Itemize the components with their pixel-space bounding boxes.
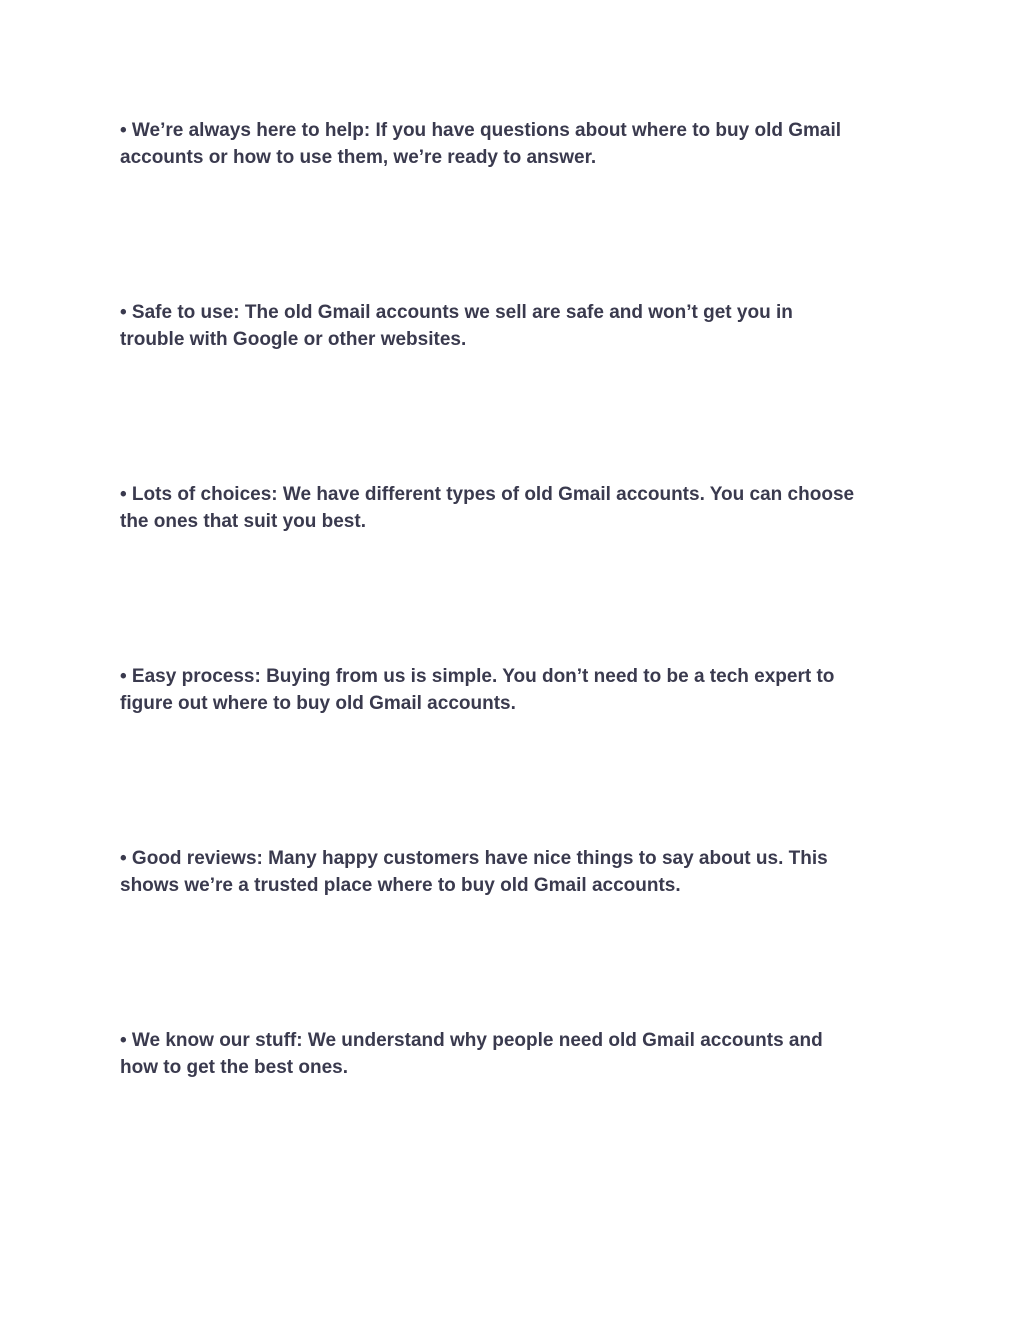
bullet-easy-process: • Easy process: Buying from us is simple. You don’t need to be a tech expert to figure out where to buy old Gmail accounts. bbox=[120, 666, 835, 714]
bullet-choices: • Lots of choices: We have different types of old Gmail accounts. You can choose the ones that suit you best. bbox=[120, 484, 855, 532]
bullet-know-stuff: • We know our stuff: We understand why people need old Gmail accounts and how to get the best ones. bbox=[120, 1030, 823, 1078]
bullet-good-reviews: • Good reviews: Many happy customers have nice things to say about us. This shows we’re a trusted place where to buy old Gmail accounts. bbox=[120, 848, 828, 896]
bullet-help: • We’re always here to help: If you have questions about where to buy old Gmail accounts or how to use them, we’re ready to answer. bbox=[120, 120, 842, 168]
bullet-safe: • Safe to use: The old Gmail accounts we sell are safe and won’t get you in trouble with Google or other websites. bbox=[120, 302, 793, 350]
